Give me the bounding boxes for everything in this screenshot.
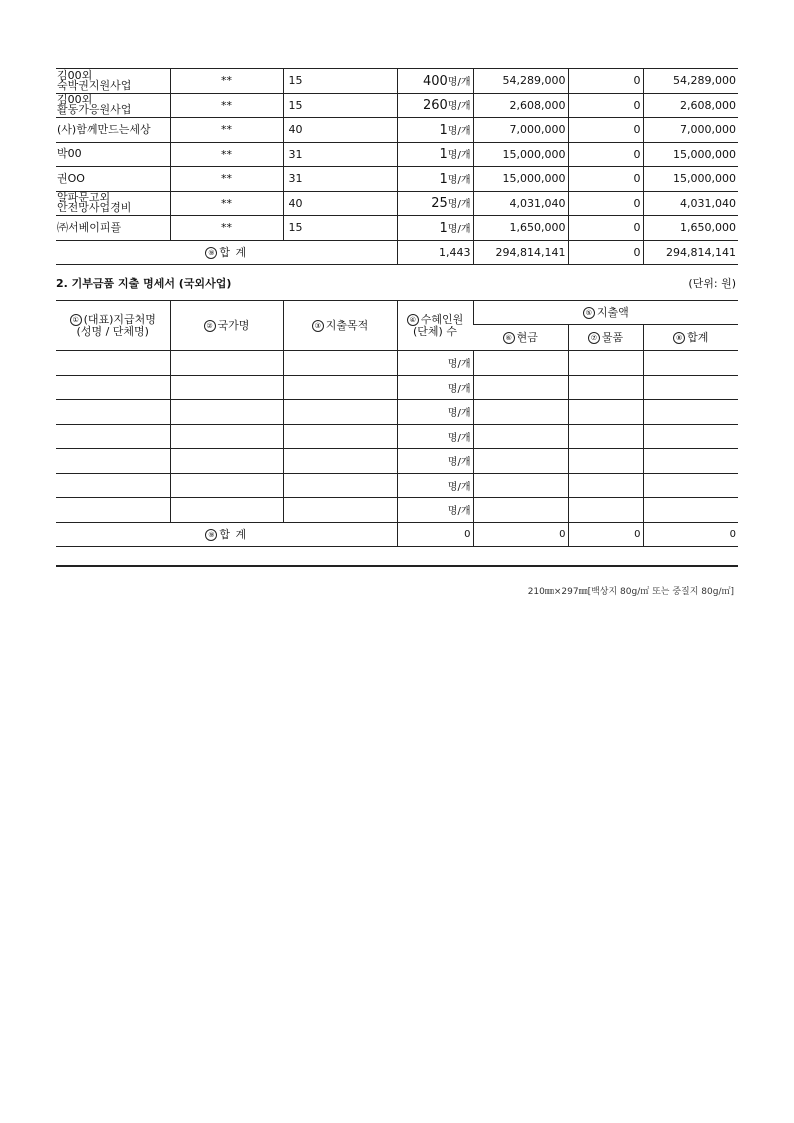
total-amount-cell: 15,000,000 [643,167,738,192]
total-label-cell [56,522,397,547]
total-count-cell: 0 [397,522,473,547]
circle-number-9: ⑨ [205,247,217,259]
recipient-name-cell [56,142,170,167]
goods-amount-cell: 0 [568,142,643,167]
goods-cell [568,375,643,400]
total-cell [643,473,738,498]
goods-cell [568,473,643,498]
cash-cell [473,449,568,474]
beneficiary-count-cell [397,216,473,241]
table-row [56,473,738,498]
cash-cell [473,400,568,425]
purpose-code-cell: 31 [283,167,397,192]
total-amount-cell: 15,000,000 [643,142,738,167]
total-goods-cell: 0 [568,240,643,265]
beneficiary-unit: 명/개 [447,199,471,211]
header-expense-amount [473,301,738,325]
goods-amount-cell: 0 [568,93,643,118]
recipient-name-line: 권OO [57,171,85,185]
recipient-name-cell [56,69,170,94]
table-row [56,424,738,449]
header-goods-label: 물품 [601,330,624,344]
purpose-cell [283,400,397,425]
recipient-name-line: ㈜서베이피플 [57,220,122,234]
beneficiary-unit-cell: 명/개 [397,424,473,449]
section2-unit-note: (단위: 원) [688,277,736,290]
purpose-code-cell: 40 [283,191,397,216]
header-country-label: 국가명 [217,318,250,332]
circle-number-2: ② [204,320,216,332]
header-total [643,325,738,351]
circle-number-6: ⑥ [503,332,515,344]
purpose-code-cell: 15 [283,93,397,118]
header-recipient-line1: (대표)지급처명 [83,312,156,326]
total-row [56,522,738,547]
recipient-name-line: 안전망사업경비 [57,201,132,215]
header-beneficiaries-line2: (단체) 수 [413,324,457,338]
cash-amount-cell: 4,031,040 [473,191,568,216]
total-label-cell [56,240,397,265]
goods-cell [568,400,643,425]
beneficiary-count: 1 [439,220,448,236]
total-goods-cell: 0 [568,522,643,547]
recipient-cell [56,400,170,425]
masked-country-cell: ** [170,216,283,241]
recipient-cell [56,351,170,376]
total-amount-cell: 7,000,000 [643,118,738,143]
cash-cell [473,498,568,523]
recipient-cell [56,498,170,523]
goods-cell [568,449,643,474]
header-beneficiaries-line1: 수혜인원 [420,312,464,326]
table-row [56,375,738,400]
country-cell [170,498,283,523]
table-row [56,142,738,167]
goods-amount-cell: 0 [568,69,643,94]
masked-country-cell: ** [170,167,283,192]
masked-country-cell: ** [170,191,283,216]
recipient-cell [56,375,170,400]
table-row [56,351,738,376]
recipient-name-cell [56,118,170,143]
total-cell [643,400,738,425]
bottom-rule [56,565,738,567]
masked-country-cell: ** [170,93,283,118]
beneficiary-count-cell [397,69,473,94]
beneficiary-count: 1 [439,147,448,163]
header-purpose [283,301,397,351]
beneficiary-count: 1 [439,122,448,138]
purpose-code-cell: 15 [283,69,397,94]
beneficiary-unit: 명/개 [447,125,471,137]
beneficiary-count: 25 [431,196,448,212]
table-row [56,167,738,192]
header-recipient [56,301,170,351]
recipient-name-line: 숙박권지원사업 [57,78,132,92]
recipient-name-line: 김00외 [57,68,93,82]
total-total-cell: 0 [643,522,738,547]
beneficiary-unit-cell: 명/개 [397,473,473,498]
cash-cell [473,351,568,376]
recipient-cell [56,473,170,498]
table-row [56,191,738,216]
purpose-cell [283,351,397,376]
header-total-label: 합계 [687,330,709,344]
header-cash-label: 현금 [516,330,538,344]
beneficiary-count-cell [397,142,473,167]
purpose-code-cell: 15 [283,216,397,241]
circle-number-8: ⑧ [673,332,685,344]
masked-country-cell: ** [170,142,283,167]
total-total-cell: 294,814,141 [643,240,738,265]
header-cash [473,325,568,351]
country-cell [170,449,283,474]
country-cell [170,351,283,376]
circle-number-9: ⑨ [205,529,217,541]
header-recipient-line2: (성명 / 단체명) [76,324,149,338]
country-cell [170,375,283,400]
cash-cell [473,424,568,449]
cash-amount-cell: 15,000,000 [473,167,568,192]
recipient-cell [56,449,170,474]
purpose-code-cell: 40 [283,118,397,143]
total-cell [643,498,738,523]
cash-cell [473,473,568,498]
beneficiary-count-cell [397,167,473,192]
total-label-text: 합 계 [219,528,248,542]
total-amount-cell: 1,650,000 [643,216,738,241]
beneficiary-count: 1 [439,171,448,187]
beneficiary-unit: 명/개 [447,101,471,113]
cash-amount-cell: 54,289,000 [473,69,568,94]
table-row [56,93,738,118]
beneficiary-unit: 명/개 [447,174,471,186]
goods-amount-cell: 0 [568,216,643,241]
recipient-name-cell [56,167,170,192]
total-cash-cell: 294,814,141 [473,240,568,265]
total-count-cell: 1,443 [397,240,473,265]
total-amount-cell: 2,608,000 [643,93,738,118]
recipient-name-cell [56,216,170,241]
header-row-top [56,301,738,325]
section2-title: 2. 기부금품 지출 명세서 (국외사업) [56,277,232,290]
total-cell [643,375,738,400]
cash-amount-cell: 2,608,000 [473,93,568,118]
beneficiary-unit-cell: 명/개 [397,375,473,400]
total-cash-cell: 0 [473,522,568,547]
recipient-name-line: 박00 [57,147,82,161]
beneficiary-count-cell [397,191,473,216]
circle-number-4: ④ [407,314,419,326]
total-amount-cell: 4,031,040 [643,191,738,216]
beneficiary-count-cell [397,93,473,118]
total-cell [643,449,738,474]
goods-cell [568,424,643,449]
beneficiary-count: 400 [422,73,448,89]
beneficiary-unit-cell: 명/개 [397,400,473,425]
circle-number-5: ⑤ [583,307,595,319]
goods-amount-cell: 0 [568,167,643,192]
beneficiary-unit: 명/개 [447,76,471,88]
country-cell [170,424,283,449]
cash-cell [473,375,568,400]
header-goods [568,325,643,351]
total-amount-cell: 54,289,000 [643,69,738,94]
paper-spec-footnote: 210㎜×297㎜[백상지 80g/㎡ 또는 중질지 80g/㎡] [527,587,734,597]
recipient-name-cell [56,93,170,118]
beneficiary-unit-cell: 명/개 [397,351,473,376]
header-expense-amount-label: 지출액 [596,305,629,319]
total-row [56,240,738,265]
overseas-expense-table [56,300,738,547]
recipient-cell [56,424,170,449]
goods-cell [568,351,643,376]
table-row [56,216,738,241]
masked-country-cell: ** [170,69,283,94]
total-label-text: 합 계 [219,246,248,260]
table-row [56,400,738,425]
country-cell [170,400,283,425]
beneficiary-unit: 명/개 [447,223,471,235]
purpose-code-cell: 31 [283,142,397,167]
circle-number-3: ③ [312,320,324,332]
purpose-cell [283,498,397,523]
cash-amount-cell: 7,000,000 [473,118,568,143]
cash-amount-cell: 1,650,000 [473,216,568,241]
beneficiary-unit: 명/개 [447,150,471,162]
recipient-name-line: 김00외 [57,93,93,107]
goods-amount-cell: 0 [568,191,643,216]
goods-amount-cell: 0 [568,118,643,143]
purpose-cell [283,449,397,474]
beneficiary-count-cell [397,118,473,143]
table-row [56,449,738,474]
table-row [56,69,738,94]
recipient-name-cell [56,191,170,216]
purpose-cell [283,375,397,400]
header-beneficiaries [397,301,473,351]
recipient-name-line: 알파문고외 [57,191,111,205]
table-row [56,498,738,523]
total-cell [643,351,738,376]
beneficiary-unit-cell: 명/개 [397,449,473,474]
table-row [56,118,738,143]
cash-amount-cell: 15,000,000 [473,142,568,167]
recipient-name-line: (사)함께만드는세상 [57,122,151,136]
circle-number-7: ⑦ [588,332,600,344]
total-cell [643,424,738,449]
recipient-name-line: 활동가응원사업 [57,103,132,117]
circle-number-1: ① [70,314,82,326]
header-country [170,301,283,351]
country-cell [170,473,283,498]
beneficiary-count: 260 [422,98,448,114]
beneficiary-unit-cell: 명/개 [397,498,473,523]
domestic-expense-table [56,68,738,265]
masked-country-cell: ** [170,118,283,143]
goods-cell [568,498,643,523]
purpose-cell [283,424,397,449]
purpose-cell [283,473,397,498]
header-purpose-label: 지출목적 [325,318,369,332]
